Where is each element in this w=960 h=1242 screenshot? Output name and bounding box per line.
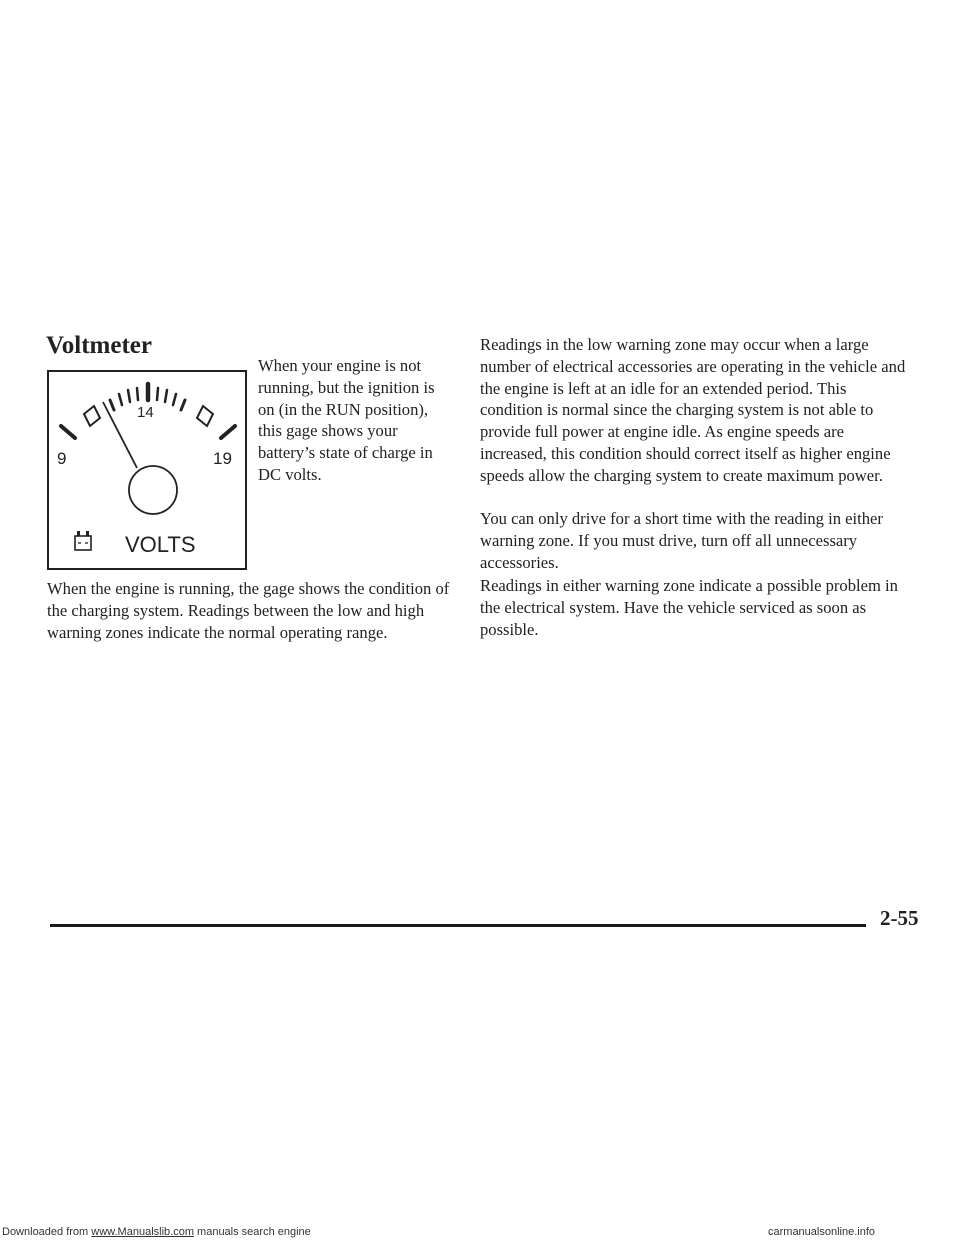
- page-number: 2-55: [880, 906, 919, 930]
- watermark-text: carmanualsonline.info: [768, 1226, 876, 1238]
- download-credit-prefix: Downloaded from: [2, 1226, 92, 1238]
- service-paragraph: Readings in either warning zone indicate a possible problem in the electrical system. Have the vehicle serviced as soon as possible.: [480, 576, 898, 639]
- download-credit: [2, 1226, 311, 1238]
- gauge-scale-high: 19: [213, 449, 232, 468]
- warning-drive-paragraph: You can only drive for a short time with the reading in either warning zone. If you must drive, turn off all unnecessary accessories.: [480, 509, 883, 572]
- low-zone-paragraph: Readings in the low warning zone may occur when a large number of electrical accessories are operating in the vehicle and the engine is left at an idle for an extended period. This condition is normal since the charging system is not able to provide full power at engine idle. As engine speeds are increased, this condition should correct itself as higher engine speeds allow the charging system to create maximum power.: [480, 335, 906, 485]
- manualslib-link[interactable]: www.Manualslib.com: [91, 1226, 194, 1238]
- high-warning-zone-icon: [197, 406, 213, 426]
- battery-icon: [75, 531, 91, 550]
- footer-rule: [50, 924, 866, 927]
- gauge-end-ticks: [61, 426, 235, 438]
- download-credit-suffix: manuals search engine: [193, 1226, 311, 1238]
- running-paragraph: When the engine is running, the gage shows the condition of the charging system. Readings between the low and high warning zones indicate the normal operating range.: [47, 579, 450, 642]
- gauge-scale-mid: 14: [137, 404, 154, 421]
- low-warning-zone-icon: [84, 406, 100, 426]
- intro-paragraph: When your engine is not running, but the ignition is on (in the RUN position), this gage shows your battery’s state of charge in DC volts.: [258, 356, 435, 484]
- gauge-scale-low: 9: [57, 449, 67, 468]
- voltmeter-gauge-illustration: [47, 370, 247, 570]
- gauge-unit-label: VOLTS: [125, 532, 196, 557]
- voltmeter-gauge-svg: [49, 372, 245, 568]
- section-heading: Voltmeter: [46, 332, 152, 359]
